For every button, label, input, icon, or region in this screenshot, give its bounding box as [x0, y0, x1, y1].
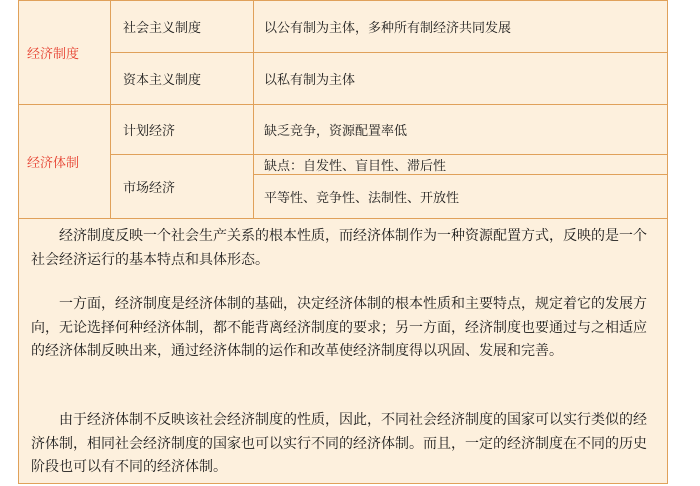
paragraph-3: 由于经济体制不反映该社会经济制度的性质，因此，不同社会经济制度的国家可以实行类似的经济体制，相同社会经济制度的国家也可以实行不同的经济体制。而且，一定的经济制度在不同的历史阶段也可以有不同的经济体制。: [31, 412, 647, 475]
item-planned-economy: 计划经济: [111, 105, 254, 155]
desc-capitalist-system: 以私有制为主体: [254, 53, 667, 105]
desc-planned-economy: 缺乏竞争，资源配置率低: [254, 105, 667, 155]
item-socialist-system: 社会主义制度: [111, 1, 254, 53]
category-economic-structure: 经济体制: [19, 105, 111, 219]
paragraph-2: 一方面，经济制度是经济体制的基础，决定经济体制的根本性质和主要特点，规定着它的发展方向，无论选择何种经济体制，都不能背离经济制度的要求；另一方面，经济制度也要通过与之相适应的经济体制反映出来，通过经济体制的运作和改革使经济制度得以巩固、发展和完善。: [31, 296, 647, 359]
desc-market-economy-features: 平等性、竞争性、法制性、开放性: [254, 175, 667, 219]
item-market-economy: 市场经济: [111, 155, 254, 219]
item-capitalist-system: 资本主义制度: [111, 53, 254, 105]
desc-socialist-system: 以公有制为主体，多种所有制经济共同发展: [254, 1, 667, 53]
content-frame: [18, 0, 668, 484]
desc-market-economy-drawbacks: 缺点：自发性、盲目性、滞后性: [254, 155, 667, 175]
paragraph-1: 经济制度反映一个社会生产关系的根本性质，而经济体制作为一种资源配置方式，反映的是一个社会经济运行的基本特点和具体形态。: [31, 228, 647, 268]
category-economic-system: 经济制度: [19, 1, 111, 105]
